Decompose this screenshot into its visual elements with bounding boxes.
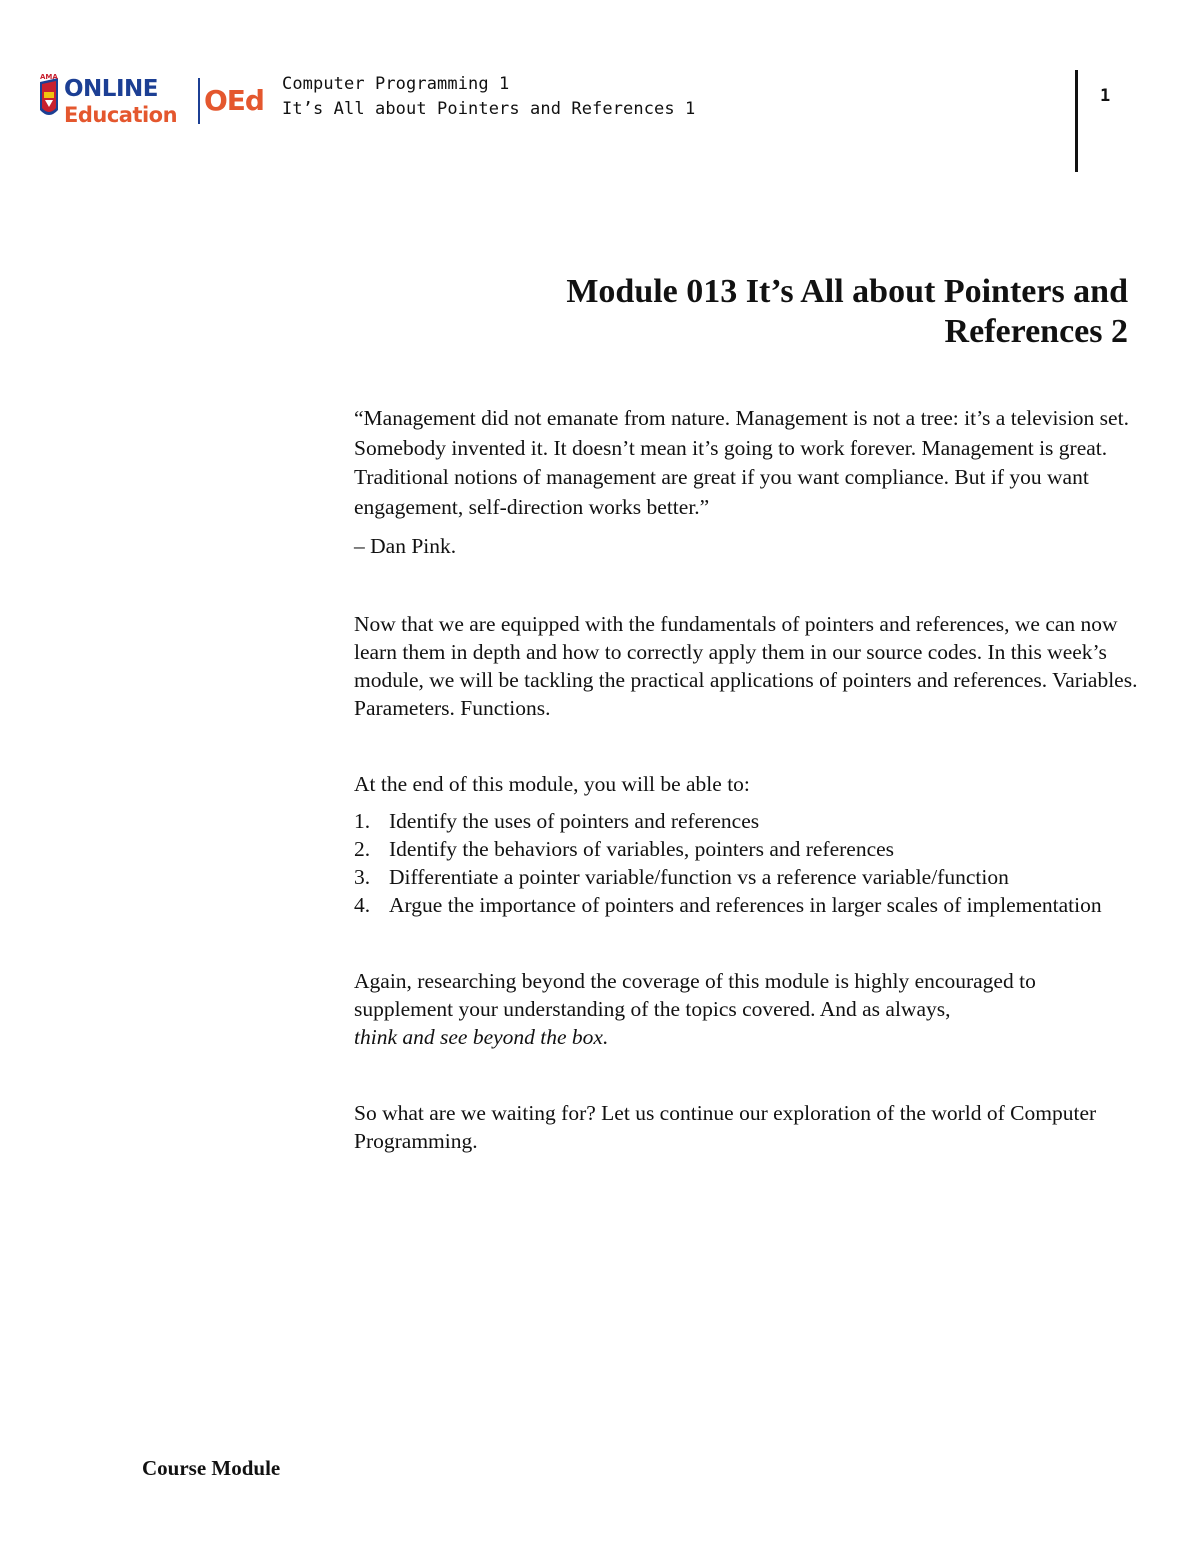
logo-online-text: ONLINE <box>64 76 158 102</box>
crest-label: AMA <box>40 73 58 81</box>
list-item-number: 4. <box>354 893 371 917</box>
logo-separator <box>198 78 200 124</box>
quote-author: – Dan Pink. <box>354 534 457 558</box>
online-education-logo <box>36 72 272 130</box>
list-item <box>354 891 1140 919</box>
logo-oed-text: OEd <box>204 84 264 117</box>
list-item-number: 2. <box>354 837 371 861</box>
encouragement-paragraph <box>354 967 1140 1051</box>
crest-icon <box>40 73 58 115</box>
topic-title: It’s All about Pointers and References 1 <box>282 99 696 119</box>
module-body <box>354 404 1140 1155</box>
running-header <box>282 72 695 122</box>
encouragement-emphasis: think and see beyond the box. <box>354 1025 609 1049</box>
objectives-list <box>354 807 1140 919</box>
list-item-number: 3. <box>354 865 371 889</box>
module-title-line2: References 2 <box>944 313 1128 350</box>
list-item-text: Differentiate a pointer variable/function vs a reference variable/function <box>389 865 1009 889</box>
list-item <box>354 863 1140 891</box>
closing-paragraph: So what are we waiting for? Let us continue our exploration of the world of Computer Programming. <box>354 1101 1097 1153</box>
module-title <box>428 272 1128 352</box>
page-number: 1 <box>1100 86 1111 106</box>
footer-label: Course Module <box>142 1456 281 1480</box>
course-title: Computer Programming 1 <box>282 74 510 94</box>
list-item-text: Identify the behaviors of variables, pointers and references <box>389 837 895 861</box>
encouragement-text: Again, researching beyond the coverage of this module is highly encouraged to supplement your understanding of the topics covered. And as always, <box>354 969 1036 1021</box>
objectives-lead: At the end of this module, you will be able to: <box>354 771 750 796</box>
list-item <box>354 807 1140 835</box>
list-item-text: Identify the uses of pointers and references <box>389 809 760 833</box>
module-title-line1: Module 013 It’s All about Pointers and <box>566 273 1128 310</box>
quote-text: “Management did not emanate from nature. Management is not a tree: it’s a television set. Somebody invented it. It doesn’t mean it’s going to work forever. Management is great. Traditional notions of management are great if you want compliance. But if you want engagement, self-direction works better.” <box>354 406 1129 519</box>
intro-paragraph: Now that we are equipped with the fundamentals of pointers and references, we can now learn them in depth and how to correctly apply them in our source codes. In this week’s module, we will be tackling the practical applications of pointers and references. Variables. Parameters. Functions. <box>354 611 1138 720</box>
list-item <box>354 835 1140 863</box>
logo-education-text: Education <box>64 103 178 127</box>
list-item-text: Argue the importance of pointers and references in larger scales of implementation <box>389 893 1102 917</box>
list-item-number: 1. <box>354 809 371 833</box>
header-divider <box>1075 70 1078 172</box>
